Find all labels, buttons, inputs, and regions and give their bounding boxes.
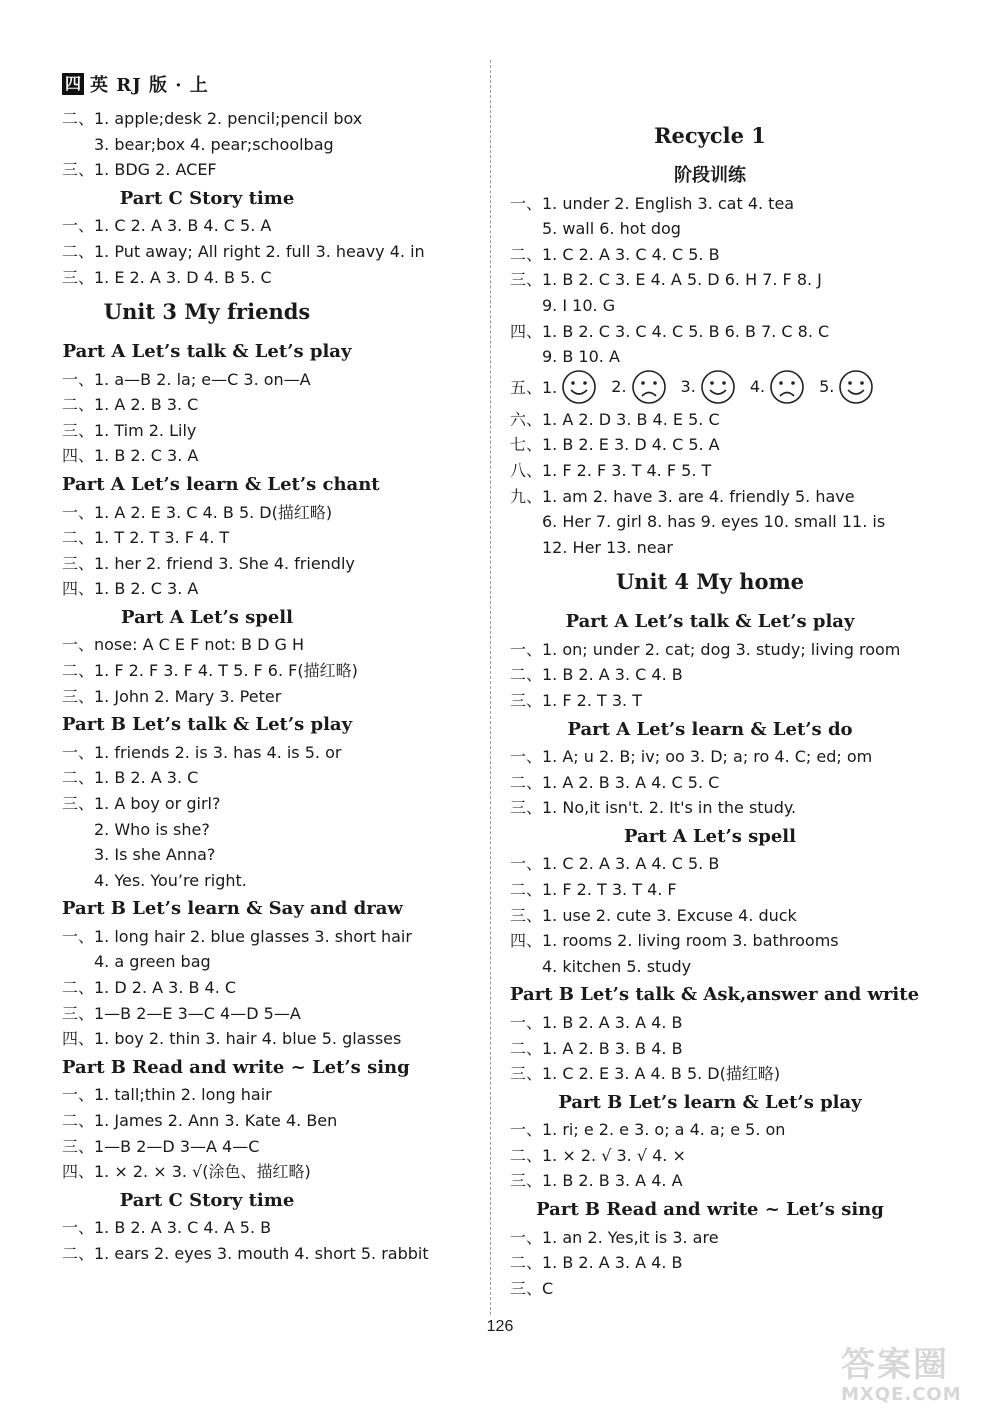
- answer-line-continued: 4. a green bag: [94, 952, 211, 972]
- answer-line: 二、1. F 2. T 3. T 4. F: [510, 880, 677, 899]
- answer-line: 三、1. E 2. A 3. D 4. B 5. C: [62, 267, 272, 287]
- column-divider: [490, 60, 491, 1315]
- answer-line-continued: 3. bear;box 4. pear;schoolbag: [94, 134, 334, 154]
- answer-line-continued: 12. Her 13. near: [542, 537, 673, 557]
- answer-line: 二、1. C 2. A 3. C 4. C 5. B: [510, 244, 720, 264]
- answer-line: 一、1. under 2. English 3. cat 4. tea: [510, 193, 795, 213]
- answer-line: 二、1. A 2. B 3. A 4. C 5. C: [510, 772, 720, 792]
- book-edition: 英 RJ 版 · 上: [90, 75, 209, 96]
- answer-line: 四、1. × 2. × 3. √(涂色、描红略): [62, 1162, 311, 1182]
- answer-line-continued: 6. Her 7. girl 8. has 9. eyes 10. small 11. is: [542, 512, 886, 532]
- answer-line: 二、1. B 2. A 3. C 4. B: [510, 665, 683, 685]
- answer-line: 七、1. B 2. E 3. D 4. C 5. A: [510, 435, 720, 455]
- answer-line: 一、1. friends 2. is 3. has 4. is 5. or: [62, 742, 342, 762]
- section-heading: Part B Read and write ~ Let’s sing: [62, 1056, 410, 1078]
- answer-line: 六、1. A 2. D 3. B 4. E 5. C: [510, 409, 720, 429]
- answer-line: 一、1. A 2. E 3. C 4. B 5. D(描红略): [62, 502, 333, 522]
- answer-line: 三、C: [510, 1278, 554, 1298]
- answer-line: 四、1. B 2. C 3. A: [62, 579, 199, 599]
- faces-row-label: 五、1.: [510, 378, 558, 398]
- answer-line-continued: 9. I 10. G: [542, 295, 616, 315]
- answer-line: 三、1. B 2. C 3. E 4. A 5. D 6. H 7. F 8. J: [510, 270, 822, 290]
- answer-line: 二、1. James 2. Ann 3. Kate 4. Ben: [62, 1110, 338, 1130]
- section-heading: Part A Let’s learn & Let’s do: [567, 718, 853, 740]
- section-heading: Part B Let’s talk & Let’s play: [62, 714, 353, 736]
- section-heading: Part A Let’s spell: [624, 825, 796, 847]
- answer-line: 三、1. John 2. Mary 3. Peter: [62, 686, 282, 706]
- answer-line-continued: 9. B 10. A: [542, 347, 620, 367]
- answer-line: 四、1. B 2. C 3. A: [62, 446, 199, 466]
- answer-line: 三、1—B 2—D 3—A 4—C: [62, 1136, 260, 1156]
- face-number: 4.: [749, 377, 766, 397]
- answer-line: 四、1. B 2. C 3. C 4. C 5. B 6. B 7. C 8. C: [510, 321, 830, 341]
- sad-face-icon: [769, 369, 805, 405]
- answer-line: 一、1. B 2. A 3. C 4. A 5. B: [62, 1218, 272, 1238]
- answer-line: 一、1. long hair 2. blue glasses 3. short hair: [62, 926, 412, 946]
- section-heading: Part A Let’s learn & Let’s chant: [62, 474, 380, 495]
- answer-line: 一、1. an 2. Yes,it is 3. are: [510, 1227, 719, 1247]
- unit-heading: Unit 4 My home: [615, 569, 805, 595]
- section-heading: Part B Let’s learn & Say and draw: [62, 898, 403, 920]
- answer-line: 三、1. use 2. cute 3. Excuse 4. duck: [510, 905, 797, 925]
- answer-line: 一、1. tall;thin 2. long hair: [62, 1085, 272, 1105]
- answer-line: 三、1. Tim 2. Lily: [62, 420, 197, 440]
- answer-line: 一、1. on; under 2. cat; dog 3. study; living room: [510, 639, 901, 659]
- face-number: 3.: [680, 377, 696, 397]
- answer-line: 一、1. B 2. A 3. A 4. B: [510, 1012, 683, 1032]
- answer-line: 一、1. C 2. A 3. A 4. C 5. B: [510, 854, 720, 874]
- answer-line: 二、1. Put away; All right 2. full 3. heavy 4. in: [62, 241, 425, 261]
- answer-line: 三、1. No,it isn't. 2. It's in the study.: [510, 798, 797, 818]
- section-heading: Part B Read and write ~ Let’s sing: [536, 1199, 884, 1220]
- face-number: 2.: [611, 377, 627, 397]
- section-heading: Part A Let’s talk & Let’s play: [565, 611, 855, 633]
- answer-line: 二、1. apple;desk 2. pencil;pencil box: [62, 109, 363, 128]
- section-heading: Part B Let’s talk & Ask,answer and write: [510, 984, 920, 1006]
- answer-line: 三、1. BDG 2. ACEF: [62, 160, 217, 180]
- answer-line-continued: 2. Who is she?: [94, 819, 210, 839]
- answer-line: 一、1. a—B 2. la; e—C 3. on—A: [62, 369, 311, 389]
- answer-line: 二、1. ears 2. eyes 3. mouth 4. short 5. rabbit: [62, 1243, 429, 1263]
- answer-line: 二、1. B 2. A 3. C: [62, 768, 199, 788]
- sad-face-icon: [631, 369, 667, 405]
- unit-heading: Unit 3 My friends: [103, 299, 311, 325]
- answer-line: 八、1. F 2. F 3. T 4. F 5. T: [510, 460, 712, 480]
- grade-badge: 四: [62, 73, 84, 95]
- page-header: [62, 70, 209, 98]
- answer-line: 二、1. A 2. B 3. B 4. B: [510, 1038, 683, 1058]
- answer-line: 一、1. ri; e 2. e 3. o; a 4. a; e 5. on: [510, 1120, 786, 1140]
- answer-line: 三、1. F 2. T 3. T: [510, 691, 642, 710]
- answer-line: 二、1. B 2. A 3. A 4. B: [510, 1253, 683, 1273]
- section-heading: Part C Story time: [119, 1189, 295, 1211]
- section-heading: Part A Let’s spell: [121, 606, 293, 628]
- watermark-logo: 答案圈 MXQE.COM: [841, 1345, 962, 1405]
- answer-line: 四、1. rooms 2. living room 3. bathrooms: [510, 931, 839, 951]
- answer-line: 一、1. C 2. A 3. B 4. C 5. A: [62, 216, 272, 236]
- answer-line: 二、1. A 2. B 3. C: [62, 395, 199, 415]
- answer-line-continued: 3. Is she Anna?: [94, 845, 216, 865]
- answer-line-continued: 4. kitchen 5. study: [542, 956, 692, 976]
- section-heading: Part B Let’s learn & Let’s play: [558, 1091, 862, 1113]
- answer-line-continued: 4. Yes. You’re right.: [94, 870, 247, 890]
- section-heading: 阶段训练: [674, 165, 746, 186]
- section-heading: Part A Let’s talk & Let’s play: [62, 341, 352, 363]
- answer-line: 二、1. T 2. T 3. F 4. T: [62, 528, 230, 548]
- answer-line: 四、1. boy 2. thin 3. hair 4. blue 5. glasses: [62, 1029, 402, 1049]
- answer-line: 三、1. her 2. friend 3. She 4. friendly: [62, 553, 355, 573]
- answer-line: 二、1. F 2. F 3. F 4. T 5. F 6. F(描红略): [62, 661, 358, 680]
- answer-line: 一、1. A; u 2. B; iv; oo 3. D; a; ro 4. C; ed; om: [510, 747, 873, 767]
- smiley-face-icon: [838, 369, 874, 405]
- smiley-face-icon: [700, 369, 736, 405]
- answer-line: 三、1. A boy or girl?: [62, 793, 221, 813]
- answer-line: 九、1. am 2. have 3. are 4. friendly 5. have: [510, 486, 855, 506]
- answer-line: 二、1. D 2. A 3. B 4. C: [62, 978, 237, 997]
- faces-answer-row: [510, 367, 888, 407]
- answer-line: 三、1. C 2. E 3. A 4. B 5. D(描红略): [510, 1064, 781, 1084]
- answer-line: 一、nose: A C E F not: B D G H: [62, 635, 305, 655]
- answer-line: 三、1. B 2. B 3. A 4. A: [510, 1171, 683, 1191]
- answer-line: 二、1. × 2. √ 3. √ 4. ×: [510, 1145, 686, 1165]
- unit-heading: Recycle 1: [654, 123, 766, 148]
- face-number: 5.: [819, 377, 835, 397]
- smiley-face-icon: [561, 369, 597, 405]
- page-number: 126: [486, 1318, 514, 1335]
- section-heading: Part C Story time: [119, 187, 295, 209]
- answer-line-continued: 5. wall 6. hot dog: [542, 219, 681, 239]
- answer-line: 三、1—B 2—E 3—C 4—D 5—A: [62, 1003, 301, 1023]
